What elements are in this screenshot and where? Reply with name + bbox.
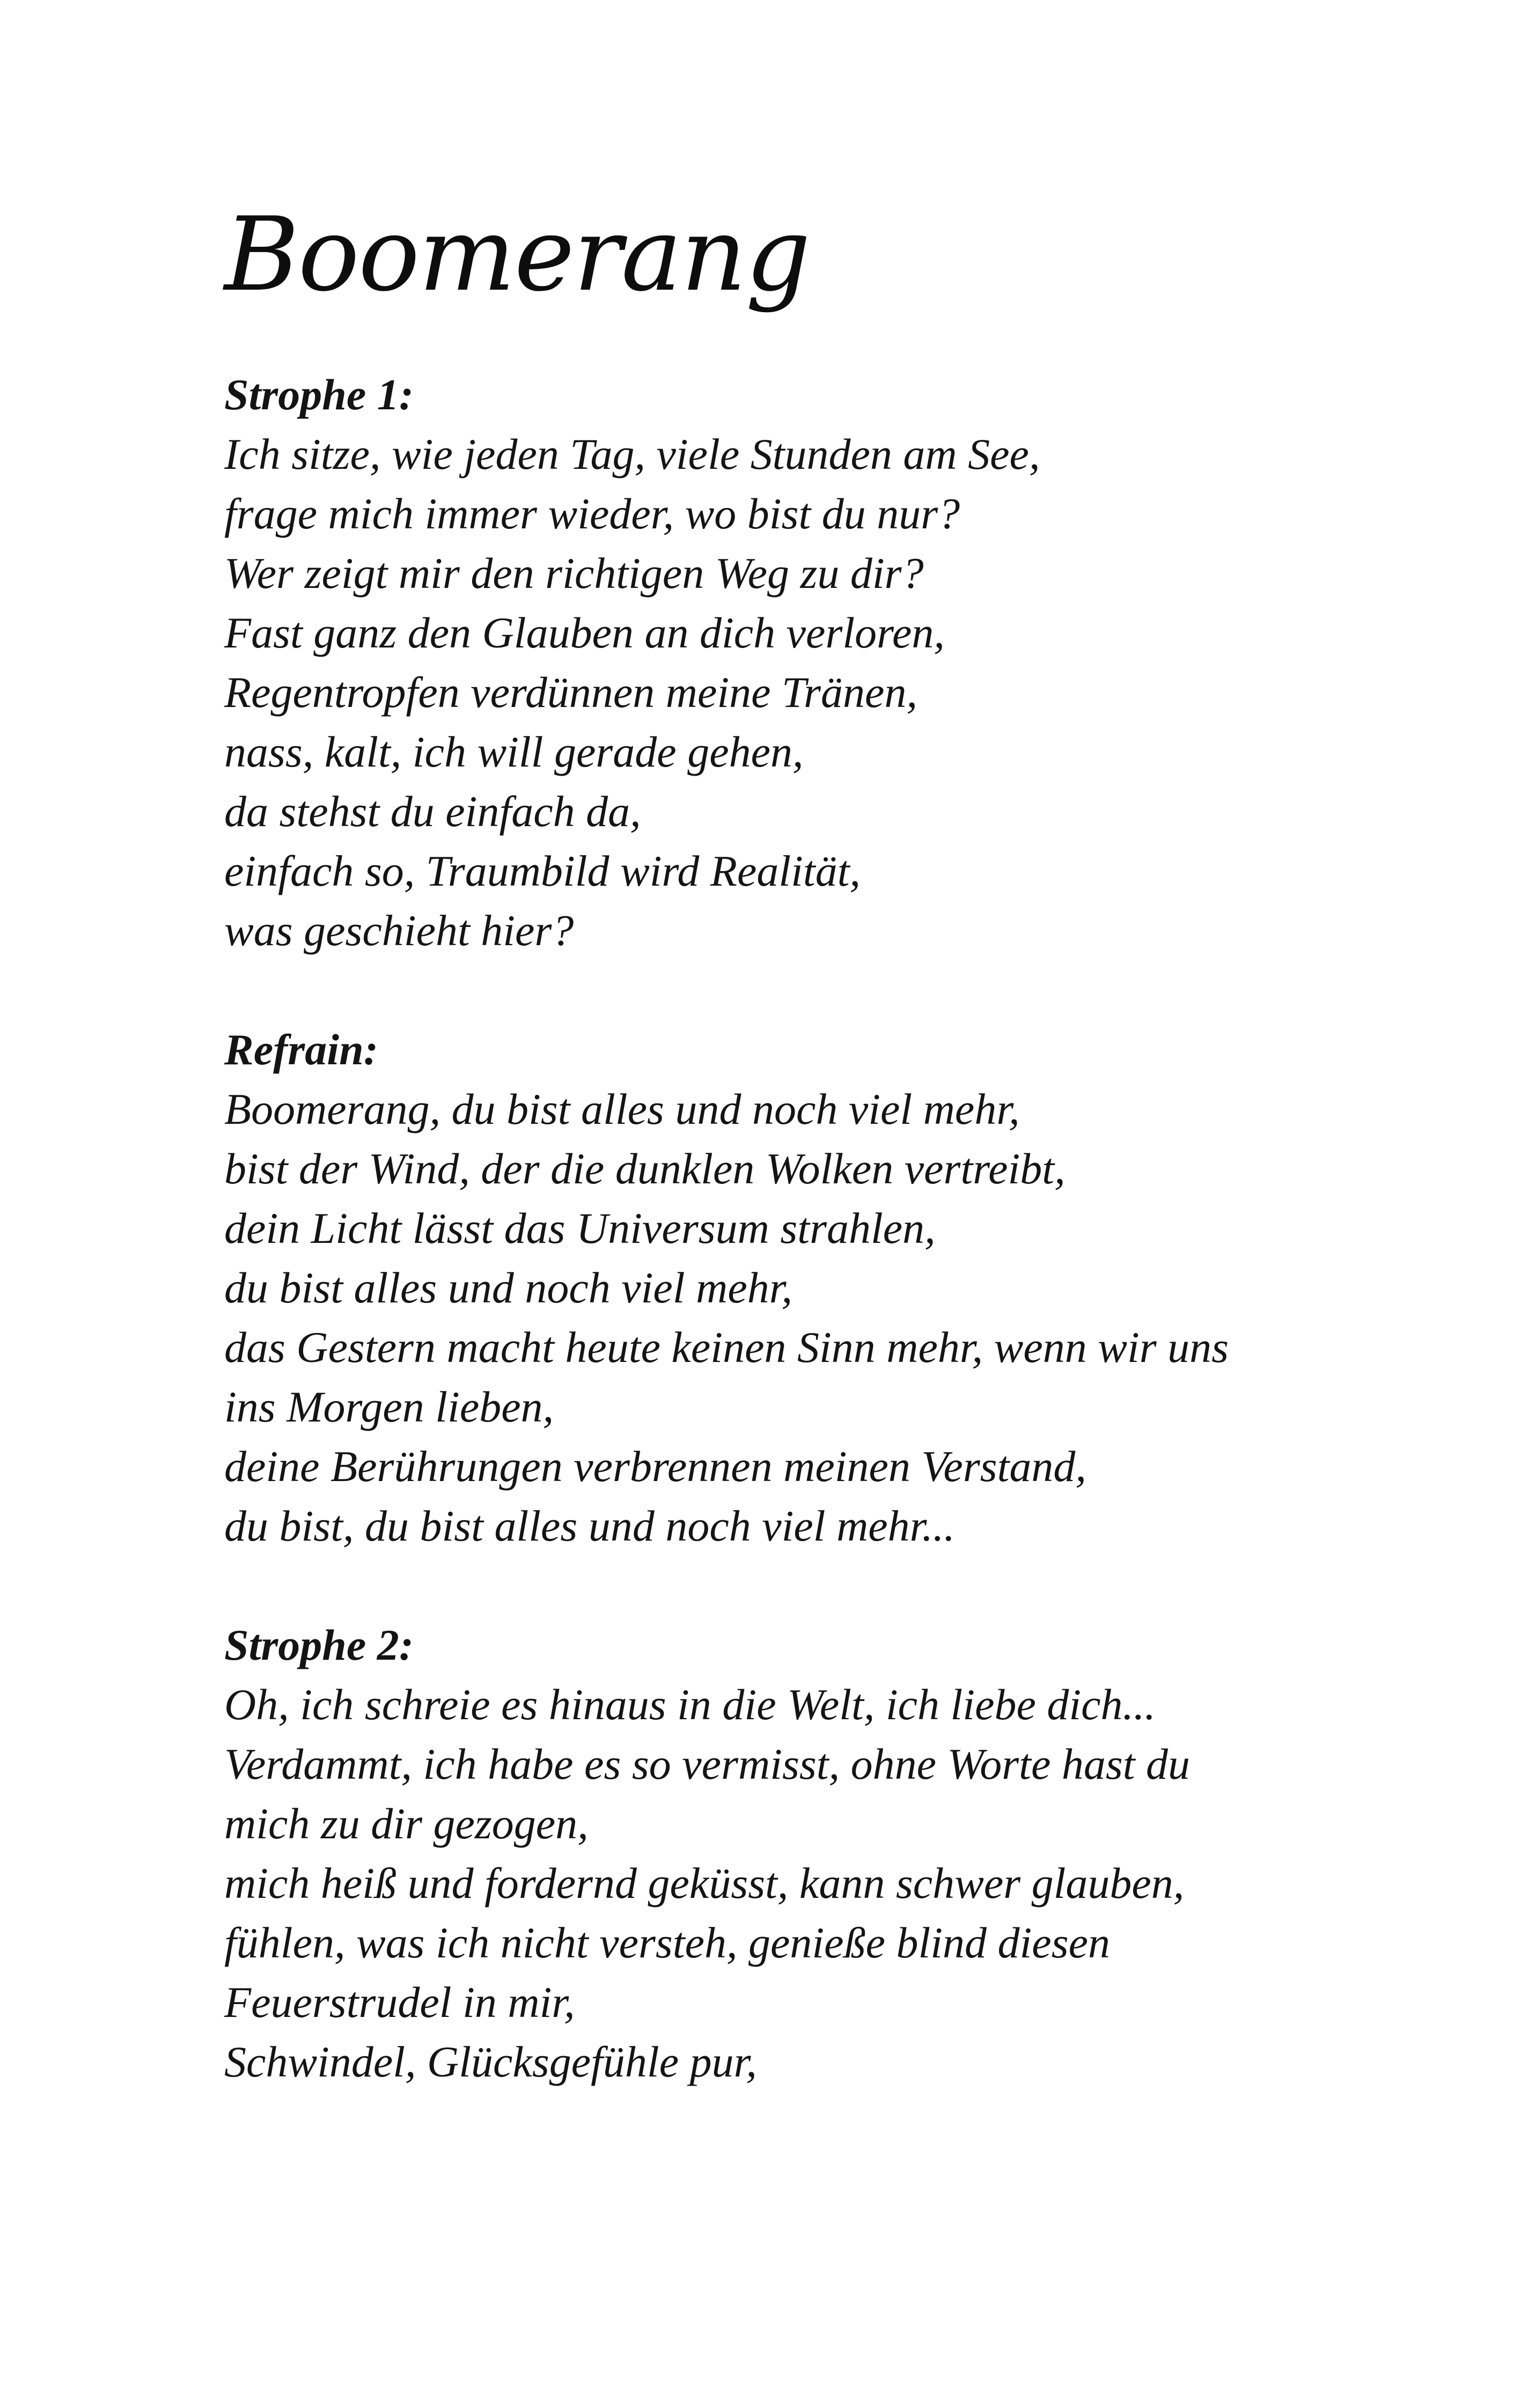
section-strophe-2 — [224, 1615, 1324, 2092]
lyrics — [224, 365, 1324, 2151]
lyric-line: Schwindel, Glücksgefühle pur, — [224, 2037, 757, 2086]
lyric-line: Boomerang, du bist alles und noch viel mehr, — [224, 1085, 1020, 1133]
lyric-line: bist der Wind, der die dunklen Wolken vertreibt, — [224, 1144, 1066, 1193]
lyric-line: was geschieht hier? — [224, 906, 574, 955]
lyric-line: mich zu dir gezogen, — [224, 1799, 589, 1848]
lyric-line: Oh, ich schreie es hinaus in die Welt, ich liebe dich... — [224, 1680, 1156, 1729]
lyric-line: Fast ganz den Glauben an dich verloren, — [224, 608, 945, 657]
lyric-line: Wer zeigt mir den richtigen Weg zu dir? — [224, 549, 924, 598]
section-strophe-1 — [224, 365, 1324, 960]
section-heading: Strophe 1: — [224, 370, 414, 419]
lyric-line: dein Licht lässt das Universum strahlen, — [224, 1204, 936, 1253]
lyric-line: fühlen, was ich nicht versteh, genieße blind diesen — [224, 1918, 1111, 1967]
lyric-line: Verdammt, ich habe es so vermisst, ohne Worte hast du — [224, 1740, 1191, 1788]
lyric-line: nass, kalt, ich will gerade gehen, — [224, 727, 804, 776]
section-heading: Refrain: — [224, 1025, 378, 1074]
lyric-line: deine Berührungen verbrennen meinen Verstand, — [224, 1442, 1086, 1491]
section-heading: Strophe 2: — [224, 1621, 414, 1669]
lyric-line: Feuerstrudel in mir, — [224, 1978, 575, 2027]
lyric-line: Ich sitze, wie jeden Tag, viele Stunden am See, — [224, 430, 1040, 478]
lyric-line: das Gestern macht heute keinen Sinn mehr, wenn wir uns — [224, 1323, 1229, 1372]
lyric-line: Regentropfen verdünnen meine Tränen, — [224, 668, 917, 717]
lyric-line: frage mich immer wieder, wo bist du nur? — [224, 489, 960, 538]
lyric-line: da stehst du einfach da, — [224, 787, 641, 836]
lyric-line: du bist alles und noch viel mehr, — [224, 1263, 793, 1312]
song-title: Boomerang — [224, 195, 810, 314]
lyric-line: du bist, du bist alles und noch viel mehr... — [224, 1501, 956, 1550]
lyric-line: mich heiß und fordernd geküsst, kann schwer glauben, — [224, 1859, 1185, 1908]
lyric-line: ins Morgen lieben, — [224, 1382, 554, 1431]
lyric-line: einfach so, Traumbild wird Realität, — [224, 846, 861, 895]
section-refrain — [224, 1020, 1324, 1556]
